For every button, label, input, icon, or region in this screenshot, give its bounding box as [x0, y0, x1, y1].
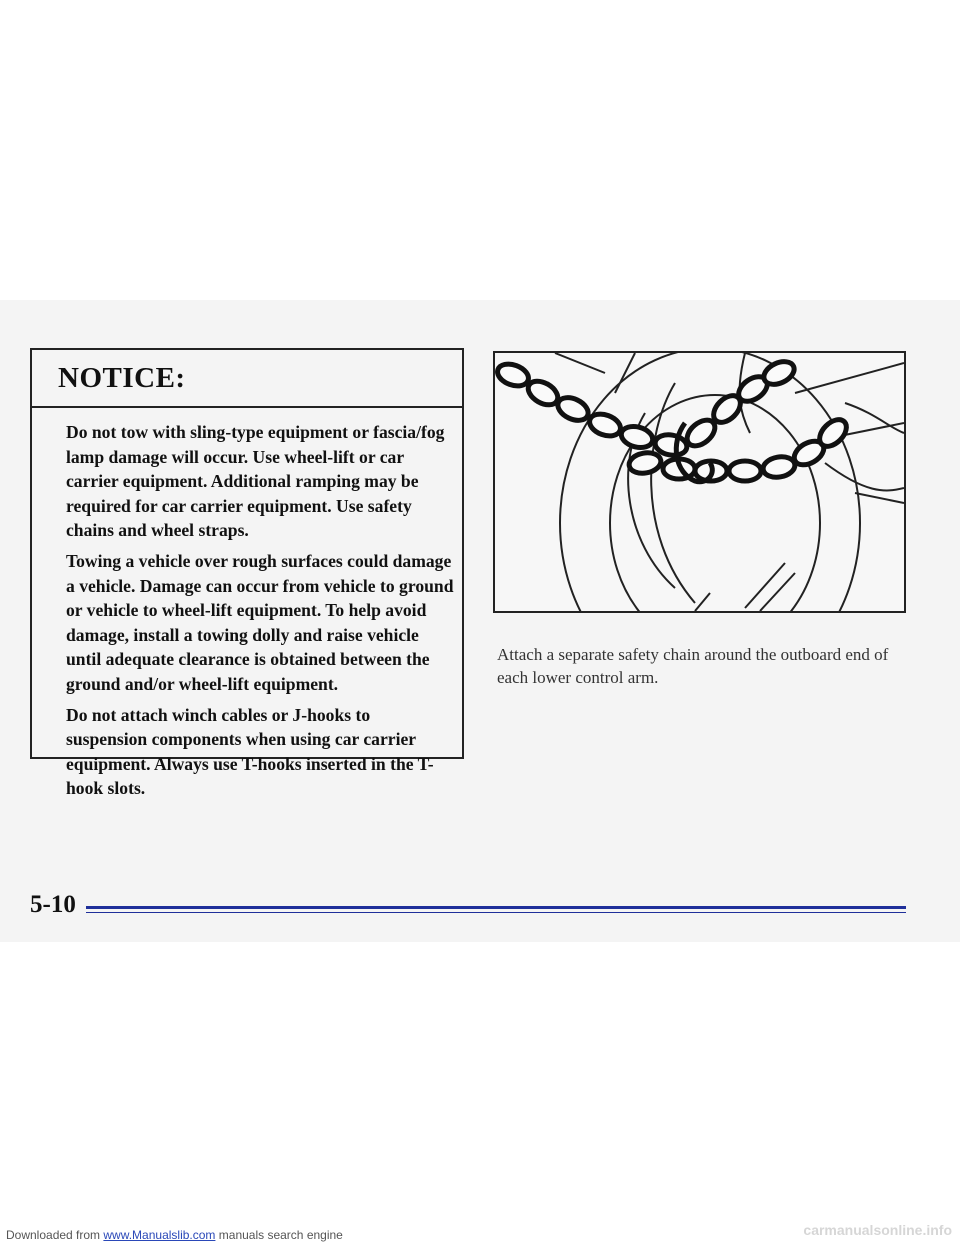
notice-paragraph-2: Towing a vehicle over rough surfaces could damage a vehicle. Damage can occur from vehicle to ground or vehicle to wheel-lift equipment. To help avoid damage, install a towing dolly and raise vehicle until adequate clearance is obtained between the ground and/or wheel-lift equipment. — [66, 550, 454, 694]
safety-chain-illustration — [493, 351, 906, 613]
footer-rule — [86, 906, 906, 909]
footer-rule-thin — [86, 912, 906, 913]
chain-wheel-drawing — [495, 353, 904, 611]
page-number: 5-10 — [30, 891, 76, 918]
notice-title: NOTICE: — [58, 361, 186, 394]
notice-box — [30, 348, 464, 799]
notice-paragraph-3: Do not attach winch cables or J-hooks to suspension components when using car carrier equipment. Always use T-hooks inserted in the T-hook slots. — [66, 704, 434, 799]
manualslib-link[interactable]: www.Manualslib.com — [103, 1228, 216, 1242]
figure-caption: Attach a separate safety chain around the outboard end of each lower control arm. — [497, 645, 889, 687]
notice-paragraph-1: Do not tow with sling-type equipment or fascia/fog lamp damage will occur. Use wheel-lift or car carrier equipment. Additional ramping may be required for car carrier equipment. Use safety chains and wheel straps. — [66, 422, 445, 541]
notice-body — [32, 408, 462, 801]
footer-prefix: Downloaded from — [6, 1228, 104, 1242]
footer-suffix: manuals search engine — [215, 1228, 343, 1242]
notice-header — [32, 350, 462, 408]
download-footer — [6, 1228, 343, 1242]
manual-page — [0, 300, 960, 942]
site-watermark: carmanualsonline.info — [803, 1222, 952, 1238]
